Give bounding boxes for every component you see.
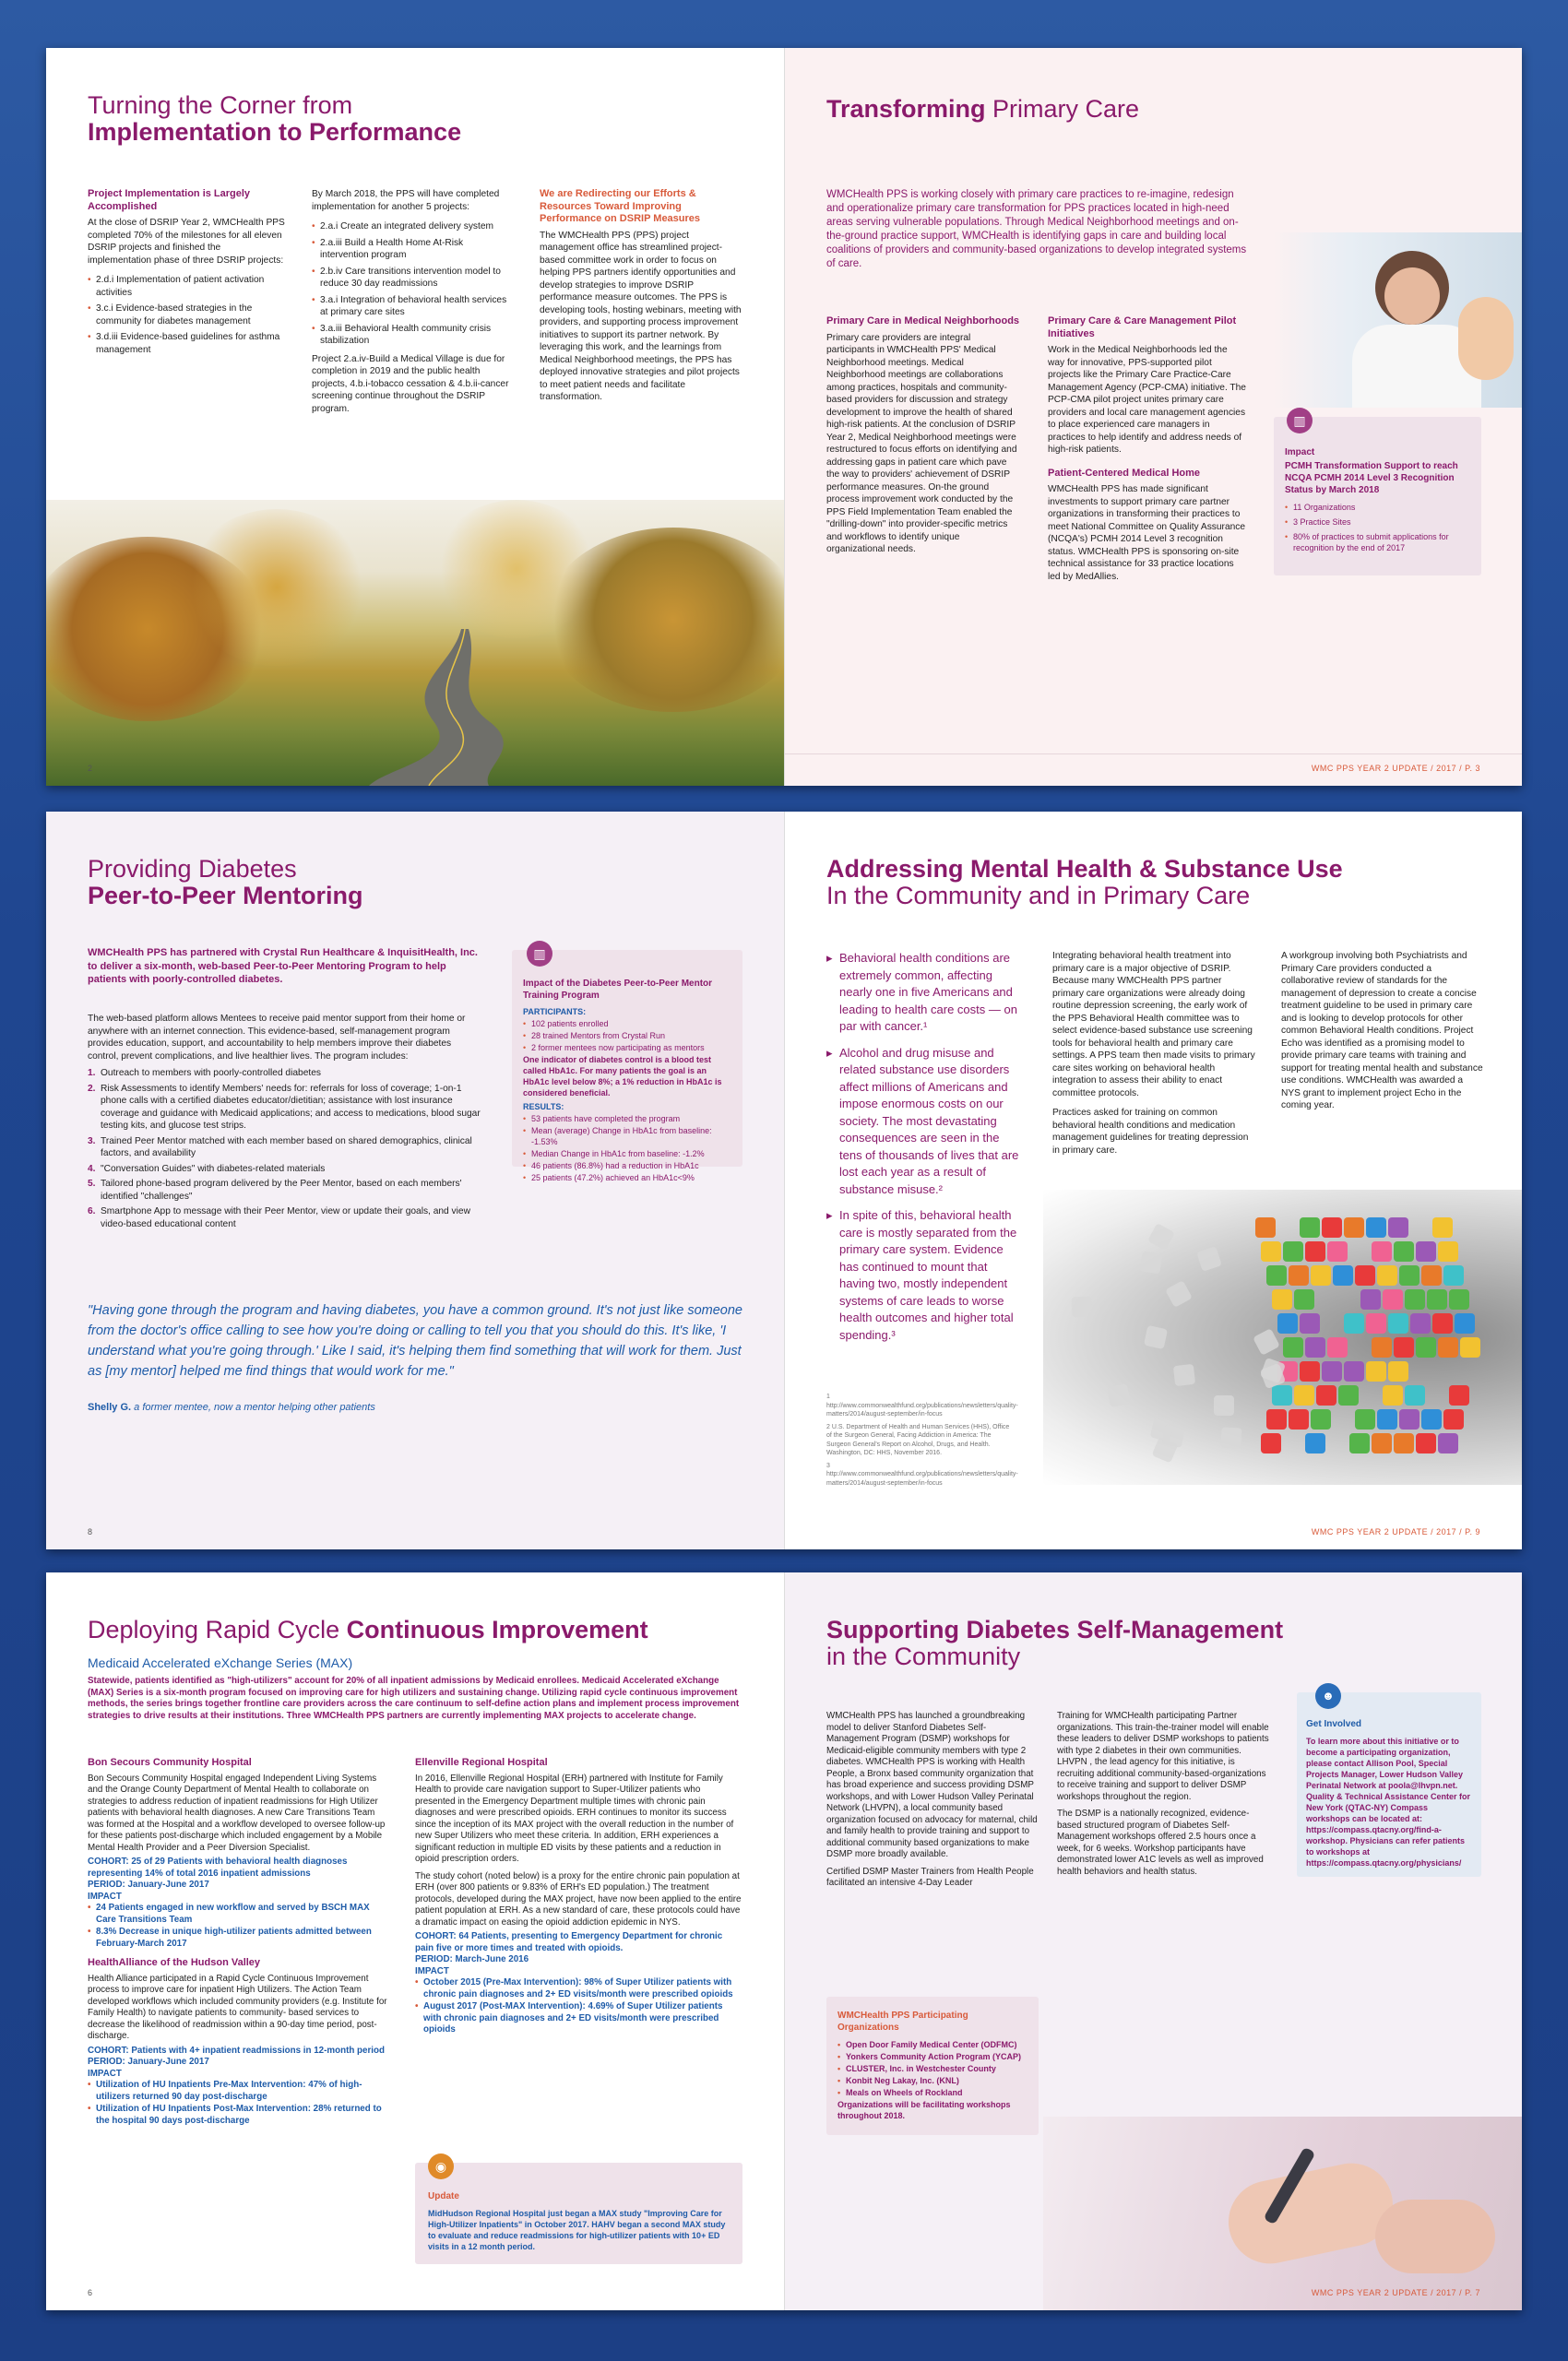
list-item: • 2 former mentees now participating as mentors bbox=[523, 1042, 731, 1053]
puzzle-piece bbox=[1294, 1289, 1314, 1310]
puzzle-piece bbox=[1261, 1433, 1281, 1453]
puzzle-piece bbox=[1372, 1241, 1392, 1262]
section-heading: We are Redirecting our Efforts & Resources Toward Improving Performance on DSRIP Measures bbox=[540, 188, 701, 224]
column-1 bbox=[826, 315, 1020, 556]
paragraph: Certified DSMP Master Trainers from Health People facilitated an intensive 4-Day Leader bbox=[826, 1866, 1034, 1888]
orgs-note: Organizations will be facilitating workshops throughout 2018. bbox=[837, 2100, 1011, 2120]
puzzle-piece bbox=[1107, 1383, 1131, 1407]
puzzle-piece bbox=[1139, 1251, 1162, 1274]
puzzle-piece bbox=[1421, 1409, 1442, 1430]
puzzle-piece bbox=[1383, 1385, 1403, 1406]
page-title bbox=[88, 92, 461, 146]
page-title bbox=[88, 1617, 648, 1643]
puzzle-piece bbox=[1261, 1241, 1281, 1262]
column-2 bbox=[1048, 315, 1246, 583]
quote-name: Shelly G. bbox=[88, 1402, 132, 1413]
title-light: Providing Diabetes bbox=[88, 855, 297, 883]
list-item: • CLUSTER, Inc. in Westchester County bbox=[837, 2063, 1028, 2074]
impact-list bbox=[88, 2080, 387, 2127]
intro-text: WMCHealth PPS is working closely with primary care practices to re-imagine, redesign and operationalize primary care transformation for PPS practices located in high-need areas serving vulnerable populations. Through Medical Neighborhood meetings and on-the-ground practice support, WMCHealth is identifying gaps in care and building local coalitions of providers and community-based organizations to develop integrated systems of care. bbox=[826, 189, 1247, 269]
spread-1 bbox=[46, 48, 1522, 786]
period-text: PERIOD: January-June 2017 bbox=[88, 2057, 209, 2067]
list-item: • 3.c.i Evidence-based strategies in the community for diabetes management bbox=[88, 303, 286, 327]
puzzle-piece bbox=[1372, 1337, 1392, 1358]
page-number: 8 bbox=[88, 1527, 93, 1536]
box-title: Impact of the Diabetes Peer-to-Peer Mentor Training Program bbox=[523, 979, 713, 1001]
section-heading: Patient-Centered Medical Home bbox=[1048, 467, 1201, 479]
list-item: • Open Door Family Medical Center (ODFMC) bbox=[837, 2039, 1028, 2050]
puzzle-piece bbox=[1333, 1265, 1353, 1286]
paragraph: Bon Secours Community Hospital engaged Independent Living Systems and the Orange County Department of Mental Health to collaborate on strategies to address reduction of inpatient readmissions for High Utilizer patients with behavioral health diagnoses. A new Care Transitions Team was formed at the Hospital and a workflow developed to oversee follow-up for these patients post-discharge which included engagement by a Mobile Mental Health Provider and a Peer Diversion Specialist. bbox=[88, 1773, 386, 1853]
impact-box bbox=[1274, 413, 1481, 575]
puzzle-piece bbox=[1377, 1265, 1397, 1286]
puzzle-piece bbox=[1388, 1313, 1408, 1334]
spread-2 bbox=[46, 812, 1522, 1549]
list-item: • 3.d.iii Evidence-based guidelines for asthma management bbox=[88, 331, 286, 356]
footnote: 3 http://www.commonwealthfund.org/publications/newsletters/quality-matters/2014/august-september/in-focus bbox=[826, 1462, 1018, 1487]
doctor-photo bbox=[1274, 232, 1522, 408]
puzzle-piece bbox=[1300, 1313, 1320, 1334]
column-3 bbox=[1281, 950, 1484, 1112]
puzzle-piece bbox=[1449, 1289, 1469, 1310]
list-item: Tailored phone-based program delivered by the Peer Mentor, based on each members' identified "challenges" bbox=[101, 1179, 462, 1202]
puzzle-piece bbox=[1443, 1265, 1464, 1286]
puzzle-piece bbox=[1221, 1427, 1242, 1448]
running-footer: WMC PPS YEAR 2 UPDATE / 2017 / P. 9 bbox=[1311, 1527, 1480, 1536]
page-title bbox=[826, 856, 1343, 909]
section-heading: Ellenville Regional Hospital bbox=[415, 1757, 548, 1768]
puzzle-piece bbox=[1305, 1241, 1325, 1262]
puzzle-piece bbox=[1455, 1313, 1475, 1334]
impact-list bbox=[415, 1977, 742, 2036]
list-item: • Mean (average) Change in HbA1c from baseline: -1.53% bbox=[523, 1125, 731, 1147]
title-bold: Continuous Improvement bbox=[346, 1616, 648, 1643]
puzzle-piece bbox=[1427, 1289, 1447, 1310]
paragraph: Project 2.a.iv-Build a Medical Village is due for completion in 2019 and the public health projects, 4.b.i-tobacco cessation & 4.b.ii-cancer screening continue throughout the DSRIP program. bbox=[312, 353, 509, 414]
impact-label: IMPACT bbox=[88, 2068, 122, 2079]
puzzle-piece bbox=[1165, 1280, 1193, 1308]
intro-text: WMCHealth PPS has partnered with Crystal Run Healthcare & InquisitHealth, Inc. to deliver a six-month, web-based Peer-to-Peer Mentoring Program to help patients with poorly-controlled diabetes. bbox=[88, 947, 478, 985]
puzzle-piece bbox=[1438, 1337, 1458, 1358]
list-item: • 25 patients (47.2%) achieved an HbA1c<9% bbox=[523, 1172, 731, 1183]
puzzle-piece bbox=[1394, 1241, 1414, 1262]
puzzle-piece bbox=[1300, 1361, 1320, 1382]
puzzle-piece bbox=[1416, 1241, 1436, 1262]
cohort-text: COHORT: Patients with 4+ inpatient readmissions in 12-month period bbox=[88, 2045, 385, 2056]
impact-label: IMPACT bbox=[415, 1965, 449, 1976]
paragraph: Practices asked for training on common behavioral health conditions and medication management guidelines for treating depression in primary care. bbox=[1052, 1108, 1249, 1156]
puzzle-piece bbox=[1360, 1289, 1381, 1310]
page-title bbox=[826, 96, 1139, 123]
puzzle-piece bbox=[1416, 1337, 1436, 1358]
puzzle-piece bbox=[1372, 1433, 1392, 1453]
period-text: PERIOD: March-June 2016 bbox=[415, 1954, 529, 1964]
list-item: • 3.a.i Integration of behavioral health services at primary care sites bbox=[312, 294, 510, 319]
page-7 bbox=[784, 1572, 1522, 2310]
page-2 bbox=[46, 48, 784, 786]
puzzle-piece bbox=[1305, 1337, 1325, 1358]
list-item: • Konbit Neg Lakay, Inc. (KNL) bbox=[837, 2075, 1028, 2086]
puzzle-piece bbox=[1344, 1313, 1364, 1334]
program-body bbox=[88, 1013, 484, 1233]
list-item: • Utilization of HU Inpatients Post-Max Intervention: 28% returned to the hospital 90 days post-discharge bbox=[88, 2104, 387, 2127]
intro-text: Statewide, patients identified as "high-utilizers" account for 20% of all inpatient admissions by Medicaid enrollees. Medicaid Accelerated eXchange (MAX) Series is a six-month program focused on improving care for high utilizers and sustaining change. Utilizing rapid cycle continuous improvement methods, the series brings together frontline care providers across the care continuum to self-define action plans and implement process improvement strategies to drive results at their institutions. Three WMCHealth PPS partners are currently implementing MAX projects to accelerate change. bbox=[88, 1676, 740, 1721]
column-2 bbox=[1052, 950, 1255, 1157]
paragraph: At the close of DSRIP Year 2, WMCHealth PPS completed 70% of the milestones for all eleven DSRIP projects and finished the implementation phase of three DSRIP projects: bbox=[88, 218, 285, 266]
column-2 bbox=[312, 188, 510, 415]
puzzle-piece bbox=[1147, 1223, 1175, 1251]
results-list bbox=[523, 1113, 731, 1183]
footnote: 2 U.S. Department of Health and Human Services (HHS), Office of the Surgeon General, Facing Addiction in America: The Surgeon General's Report on Alcohol, Drugs, and Health. Washington, DC: HHS, November 2016. bbox=[826, 1423, 1010, 1456]
column-3 bbox=[540, 188, 742, 404]
puzzle-piece bbox=[1144, 1325, 1168, 1349]
puzzle-piece bbox=[1349, 1433, 1370, 1453]
participating-orgs-box bbox=[826, 1997, 1039, 2135]
puzzle-piece bbox=[1399, 1409, 1420, 1430]
list-item: • October 2015 (Pre-Max Intervention): 98% of Super Utilizer patients with chronic pain diagnoses and 2+ ED visits/month were prescribed opioids bbox=[415, 1977, 742, 2000]
chart-icon: ▥ bbox=[527, 941, 552, 967]
paragraph: By March 2018, the PPS will have completed implementation for another 5 projects: bbox=[312, 189, 500, 212]
key-facts-list bbox=[826, 950, 1025, 1353]
impact-list bbox=[1285, 502, 1470, 553]
list-item: • 2.a.i Create an integrated delivery system bbox=[312, 220, 510, 233]
participants-label: PARTICIPANTS: bbox=[523, 1007, 587, 1016]
list-item: Trained Peer Mentor matched with each member based on shared demographics, clinical factors, and availability bbox=[101, 1135, 472, 1158]
paragraph: The web-based platform allows Mentees to receive paid mentor support from their home or anywhere with an internet connection. This evidence-based, self-management program provides education, support, and accountability to help members improve their diabetes control, prevent complications, and live healthier lives. The program includes: bbox=[88, 1014, 466, 1062]
list-item: Outreach to members with poorly-controlled diabetes bbox=[101, 1068, 321, 1078]
puzzle-piece bbox=[1394, 1337, 1414, 1358]
footnotes bbox=[826, 1393, 1018, 1488]
puzzle-piece bbox=[1289, 1265, 1309, 1286]
orgs-title: WMCHealth PPS Participating Organizations bbox=[837, 2011, 968, 2033]
puzzle-piece bbox=[1327, 1337, 1348, 1358]
impact-label: IMPACT bbox=[88, 1891, 122, 1902]
section-heading: Primary Care & Care Management Pilot Initiatives bbox=[1048, 315, 1237, 339]
puzzle-piece bbox=[1300, 1217, 1320, 1238]
list-item: • Yonkers Community Action Program (YCAP) bbox=[837, 2051, 1028, 2062]
title-bold: Peer-to-Peer Mentoring bbox=[88, 882, 363, 909]
puzzle-piece bbox=[1272, 1385, 1292, 1406]
puzzle-piece bbox=[1410, 1313, 1431, 1334]
puzzle-piece bbox=[1311, 1265, 1331, 1286]
people-icon: ☻ bbox=[1315, 1683, 1341, 1709]
project-list bbox=[312, 220, 510, 348]
title-light: in the Community bbox=[826, 1643, 1021, 1670]
list-item: • 46 patients (86.8%) had a reduction in HbA1c bbox=[523, 1160, 731, 1171]
column-1 bbox=[88, 1757, 387, 2128]
puzzle-piece bbox=[1421, 1265, 1442, 1286]
page-number: 6 bbox=[88, 2288, 93, 2297]
section-heading: Primary Care in Medical Neighborhoods bbox=[826, 315, 1020, 326]
puzzle-piece bbox=[1366, 1217, 1386, 1238]
puzzle-piece bbox=[1388, 1217, 1408, 1238]
running-footer: WMC PPS YEAR 2 UPDATE / 2017 / P. 7 bbox=[1311, 2288, 1480, 2297]
running-footer: WMC PPS YEAR 2 UPDATE / 2017 / P. 3 bbox=[1311, 764, 1480, 773]
puzzle-piece bbox=[1438, 1241, 1458, 1262]
puzzle-piece bbox=[1416, 1433, 1436, 1453]
list-item: • Meals on Wheels of Rockland bbox=[837, 2087, 1028, 2098]
puzzle-piece bbox=[1344, 1361, 1364, 1382]
title-bold: Implementation to Performance bbox=[88, 118, 462, 146]
puzzle-piece bbox=[1322, 1217, 1342, 1238]
puzzle-piece bbox=[1283, 1241, 1303, 1262]
list-item: • 2.a.iii Build a Health Home At-Risk intervention program bbox=[312, 237, 510, 262]
road-graphic bbox=[350, 629, 572, 786]
glucose-test-photo bbox=[1043, 2117, 1522, 2310]
puzzle-piece bbox=[1460, 1337, 1480, 1358]
puzzle-piece bbox=[1438, 1433, 1458, 1453]
paragraph: The DSMP is a nationally recognized, evidence-based structured program of Diabetes Self-Management workshops offered 2.5 hours once a week, for 6 weeks. Workshop participants have demonstrated lower A1C levels as well as improved health behaviors and health status. bbox=[1057, 1809, 1264, 1877]
puzzle-head-illustration bbox=[1043, 1190, 1522, 1485]
puzzle-piece bbox=[1305, 1433, 1325, 1453]
get-involved-box bbox=[1297, 1689, 1481, 1877]
paragraph: The WMCHealth PPS (PPS) project management office has streamlined project-based committee work in order to focus on helping PPS partners identify opportunities and develop strategies to improve DSRIP performance measure outcomes. The PPS is developing tools, hosting webinars, meeting with providers, and supporting process improvement initiatives to support its partner network. By leveraging this work, and the learnings from Medical Neighborhood meetings, the PPS has deployed innovative strategies and pilot projects to meet patient needs and facilitate transformation. bbox=[540, 230, 742, 402]
list-item: • 3 Practice Sites bbox=[1285, 516, 1470, 528]
puzzle-piece bbox=[1277, 1313, 1298, 1334]
puzzle-piece bbox=[1355, 1265, 1375, 1286]
paragraph: Training for WMCHealth participating Partner organizations. This train-the-trainer model will enable these leaders to deliver DSMP workshops to patients with type 2 diabetes in their own communities. LHVPN , the lead agency for this initiative, is recruiting additional community-based-organizations to receive training and support to deliver DSMP workshops throughout the region. bbox=[1057, 1711, 1269, 1802]
puzzle-piece bbox=[1283, 1337, 1303, 1358]
get-involved-label: Get Involved bbox=[1306, 1719, 1362, 1729]
list-item: • Utilization of HU Inpatients Pre-Max Intervention: 47% of high-utilizers returned 90 day post-discharge bbox=[88, 2080, 387, 2103]
list-item: ▸ In spite of this, behavioral health care is mostly separated from the primary care system. Evidence has continued to mount that having two, mostly independent systems of care leads to worse health outcomes and higher total spending.³ bbox=[826, 1207, 1025, 1344]
list-item: ▸ Behavioral health conditions are extremely common, affecting nearly one in five Americans and leading to health care costs — on par with cancer.¹ bbox=[826, 950, 1025, 1036]
page-number: 2 bbox=[88, 764, 93, 773]
chart-icon: ▥ bbox=[1287, 408, 1313, 433]
list-item: Smartphone App to message with their Peer Mentor, view or update their goals, and view video-based educational content bbox=[101, 1206, 470, 1229]
puzzle-piece bbox=[1322, 1361, 1342, 1382]
results-label: RESULTS: bbox=[523, 1102, 564, 1111]
subtitle: Medicaid Accelerated eXchange Series (MAX) bbox=[88, 1655, 353, 1670]
page-9 bbox=[784, 812, 1522, 1549]
puzzle-piece bbox=[1255, 1217, 1276, 1238]
puzzle-piece bbox=[1253, 1328, 1280, 1356]
title-light: In the Community and in Primary Care bbox=[826, 882, 1251, 909]
column-2 bbox=[1057, 1711, 1274, 1878]
paragraph: Work in the Medical Neighborhoods led the way for innovative, PPS-supported pilot projects like the Primary Care Practice-Care Management Agency (PCP-CMA) initiative. The PCP-CMA pilot project unites primary care providers and local care management agencies to place experienced care managers in practices to help identify and address needs of high-risk patients. bbox=[1048, 345, 1246, 455]
puzzle-piece bbox=[1266, 1409, 1287, 1430]
column-1 bbox=[88, 188, 286, 360]
quote-role: a former mentee, now a mentor helping other patients bbox=[134, 1402, 375, 1413]
forest-road-photo bbox=[46, 500, 784, 786]
list-item: • 3.a.iii Behavioral Health community crisis stabilization bbox=[312, 323, 510, 348]
puzzle-piece bbox=[1149, 1418, 1173, 1442]
impact-box bbox=[512, 946, 742, 1182]
puzzle-piece bbox=[1399, 1265, 1420, 1286]
cohort-text: COHORT: 25 of 29 Patients with behavioral health diagnoses representing 14% of total 2016 inpatient admissions bbox=[88, 1857, 348, 1879]
list-item: • 102 patients enrolled bbox=[523, 1018, 731, 1029]
puzzle-piece bbox=[1338, 1385, 1359, 1406]
get-involved-text: To learn more about this initiative or to become a participating organization, please contact Allison Pool, Special Projects Manager, Lower Hudson Valley Perinatal Network at poola@lhvpn.net. Quality & Technical Assistance Center for New York (QTAC-NY) Compass workshops can be located at: https://compass.qtacny.org/find-a-workshop. Physicians can refer patients to workshops at https://compass.qtacny.org/physicians/ bbox=[1306, 1737, 1471, 1868]
column-2 bbox=[415, 1757, 742, 2037]
participants-list bbox=[523, 1018, 731, 1053]
list-item: • 24 Patients engaged in new workflow and served by BSCH MAX Care Transitions Team bbox=[88, 1903, 387, 1926]
title-bold: Addressing Mental Health & Substance Use bbox=[826, 855, 1343, 883]
list-item: ▸ Alcohol and drug misuse and related substance use disorders affect millions of Americans and impose enormous costs on our society. The most devastating consequences are seen in the tens of thousands of lives that are lost each year as a result of substance misuse.² bbox=[826, 1045, 1025, 1199]
page-3 bbox=[784, 48, 1522, 786]
list-item: • 2.b.iv Care transitions intervention model to reduce 30 day readmissions bbox=[312, 266, 510, 291]
puzzle-piece bbox=[1266, 1265, 1287, 1286]
list-item: "Conversation Guides" with diabetes-related materials bbox=[101, 1163, 326, 1174]
puzzle-piece bbox=[1344, 1217, 1364, 1238]
puzzle-piece bbox=[1294, 1385, 1314, 1406]
paragraph: In 2016, Ellenville Regional Hospital (ERH) partnered with Institute for Family Health to provide care navigation support to Super-Utilizer patients who presented in the Emergency Department multiple times with chronic pain diagnoses and were prescribed opioids. ERH continues to monitor its success since the inception of its MAX project with the overall reduction in the number of new Super Utilizers who meet these criteria. In addition, ERH experiences a significant reduction in multiple ED visits by these patients and a reduction in opioid prescription orders. bbox=[415, 1773, 734, 1864]
update-label: Update bbox=[428, 2191, 459, 2201]
puzzle-piece bbox=[1289, 1409, 1309, 1430]
section-heading: HealthAlliance of the Hudson Valley bbox=[88, 1957, 261, 1968]
orgs-list bbox=[837, 2039, 1028, 2098]
puzzle-piece bbox=[1432, 1217, 1453, 1238]
paragraph: WMCHealth PPS has made significant investments to support primary care partner organizations in transforming their practices to meet National Committee on Quality Assurance (NCQA's) PCMH 2014 Level 3 recognition status. WMCHealth PPS is sponsoring on-site technical assistance for 33 practice locations led by MedAllies. bbox=[1048, 484, 1246, 582]
puzzle-piece bbox=[1214, 1395, 1234, 1416]
cohort-text: COHORT: 64 Patients, presenting to Emergency Department for chronic pain five or more times and treated with opioids. bbox=[415, 1931, 723, 1953]
page-8 bbox=[46, 812, 784, 1549]
title-bold: Transforming bbox=[826, 95, 986, 123]
title-bold: Supporting Diabetes Self-Management bbox=[826, 1616, 1284, 1643]
puzzle-piece bbox=[1272, 1289, 1292, 1310]
puzzle-piece bbox=[1355, 1409, 1375, 1430]
paragraph: Primary care providers are integral participants in WMCHealth PPS' Medical Neighborhood meetings. Medical Neighborhood meetings are collaborations among practices, hospitals and community-based providers for discussion and strategy development to improve the health of shared high-risk patients. At the conclusion of DSRIP Year 2, Medical Neighborhood meetings were restructured to focus efforts on identifying and addressing gaps in patient care which pave the way to providers' achievement of DSRIP performance measures. On-the ground process improvement work conducted by the PPS Field Implementation Team enabled the "drilling-down" into provider-specific metrics and workflows to identify unique organizational needs. bbox=[826, 332, 1017, 554]
program-list bbox=[88, 1067, 484, 1230]
paragraph: The study cohort (noted below) is a proxy for the entire chronic pain population at ERH (over 800 patients or 9.83% of ERH's ED population.) The treatment protocols, developed during the MAX project, have now been applied to the entire patient population at ERH. As a new standard of care, these protocols could have a dramatic impact on easing the opioid addiction epidemic in NYS. bbox=[415, 1870, 742, 1928]
list-item: Risk Assessments to identify Members' needs for: referrals for loss of coverage; 1-on-1 phone calls with a certified diabetes educator/dietitian; assistance with lost insurance coverage and guidance with Medicaid applications; and access to medications, blood sugar testing kits, and glucose test strips. bbox=[101, 1083, 481, 1131]
paragraph: Health Alliance participated in a Rapid Cycle Continuous Improvement process to improve care for inpatient High Utilizers. The Action Team developed workflows which included community providers (e.g. Institute for Family Health) to navigate patients to community- based services to decrease the likelihood of readmission within a 90-day time period, post-discharge. bbox=[88, 1973, 387, 2041]
puzzle-piece bbox=[1311, 1409, 1331, 1430]
impact-list bbox=[88, 1903, 387, 1950]
list-item: • 80% of practices to submit applications for recognition by the end of 2017 bbox=[1285, 531, 1470, 553]
title-light: Turning the Corner from bbox=[88, 91, 353, 119]
title-light: Deploying Rapid Cycle bbox=[88, 1616, 340, 1643]
period-text: PERIOD: January-June 2017 bbox=[88, 1880, 209, 1890]
list-item: • August 2017 (Post-MAX Intervention): 4.69% of Super Utilizer patients with chronic pain diagnoses and 2+ ED visits/month were prescribed opioids bbox=[415, 2001, 742, 2036]
puzzle-piece bbox=[1405, 1289, 1425, 1310]
puzzle-piece bbox=[1327, 1241, 1348, 1262]
quote-attribution bbox=[88, 1402, 375, 1413]
puzzle-piece bbox=[1072, 1297, 1093, 1318]
puzzle-piece bbox=[1443, 1409, 1464, 1430]
project-list bbox=[88, 274, 286, 356]
update-box bbox=[415, 2159, 742, 2264]
list-item: • 28 trained Mentors from Crystal Run bbox=[523, 1030, 731, 1041]
column-1 bbox=[826, 1711, 1039, 1890]
puzzle-piece bbox=[1449, 1385, 1469, 1406]
divider bbox=[785, 753, 1522, 754]
section-heading: Project Implementation is Largely Accomplished bbox=[88, 188, 251, 212]
puzzle-piece bbox=[1173, 1363, 1195, 1385]
impact-label: Impact bbox=[1285, 447, 1315, 457]
puzzle-piece bbox=[1432, 1313, 1453, 1334]
paragraph: WMCHealth PPS has launched a groundbreaking model to deliver Stanford Diabetes Self-Management Program (DSMP) workshops for Medicaid-eligible community members with type 2 diabetes. WMCHealth PPS is working with Health People, a Bronx based community organization that has broad experience and success providing DSMP workshops, and with Lower Hudson Valley Perinatal Network (LHVPN), a local community based organization focused on advocacy for maternal, child and family health to provide training and support to additional community based organizations to make DSMP more broadly available. bbox=[826, 1711, 1038, 1859]
section-heading: Bon Secours Community Hospital bbox=[88, 1757, 252, 1768]
puzzle-piece bbox=[1394, 1433, 1414, 1453]
impact-title: PCMH Transformation Support to reach NCQA PCMH 2014 Level 3 Recognition Status by March 2018 bbox=[1285, 461, 1458, 495]
title-light: Primary Care bbox=[992, 95, 1140, 123]
spread-3 bbox=[46, 1572, 1522, 2310]
footnote: 1 http://www.commonwealthfund.org/publications/newsletters/quality-matters/2014/august-september/in-focus bbox=[826, 1394, 1018, 1418]
box-note: One indicator of diabetes control is a blood test called HbA1c. For many patients the goal is an HbA1c level below 8%; a 1% reduction in HbA1c is considered beneficial. bbox=[523, 1055, 722, 1097]
puzzle-piece bbox=[1405, 1385, 1425, 1406]
list-item: • 53 patients have completed the program bbox=[523, 1113, 731, 1124]
page-6 bbox=[46, 1572, 784, 2310]
page-title bbox=[826, 1617, 1283, 1670]
puzzle-piece bbox=[1196, 1246, 1222, 1272]
list-item: • Median Change in HbA1c from baseline: -1.2% bbox=[523, 1148, 731, 1159]
testimonial-quote: "Having gone through the program and having diabetes, you have a common ground. It's not just like someone from the doctor's office calling to see how you're doing or calling to tell you that you should do this. It's like, 'I understand what you're going through.' Like I said, it's helping them find something that will work for them. Just as [my mentor] helped me find things that would work for me." bbox=[88, 1303, 742, 1379]
list-item: • 8.3% Decrease in unique high-utilizer patients admitted between February-March 2017 bbox=[88, 1927, 387, 1950]
broadcast-icon: ◉ bbox=[428, 2153, 454, 2179]
puzzle-piece bbox=[1383, 1289, 1403, 1310]
list-item: • 2.d.i Implementation of patient activation activities bbox=[88, 274, 286, 299]
puzzle-piece bbox=[1366, 1313, 1386, 1334]
paragraph: A workgroup involving both Psychiatrists and Primary Care providers conducted a collaborative review of standards for the management of depression to create a concise treatment guideline to be used in primary care and is looking to develop protocols for other common Behavioral Health conditions. Project Echo was identified as a promising model to provide primary care teams with training and support for treating mental health and substance use conditions. WMCHealth was awarded a NYS grant to implement project Echo in the coming year. bbox=[1281, 951, 1483, 1110]
puzzle-piece bbox=[1377, 1409, 1397, 1430]
update-text: MidHudson Regional Hospital just began a MAX study "Improving Care for High-Utilizer Inpatients" in October 2017. HAHV began a second MAX study to evaluate and reduce readmissions for high-utilizer patients with 10+ ED visits in a 12 month period. bbox=[428, 2209, 726, 2251]
list-item: • 11 Organizations bbox=[1285, 502, 1470, 513]
paragraph: Integrating behavioral health treatment into primary care is a major objective of DSRIP. Because many WMCHealth PPS partner primary care organizations were already doing routine depression screening, the early work of the PPS Behavioral Health committee was to select evidence-based substance use screening tools for behavioral health and primary care settings. A PPS team then made visits to primary care sites working on behavioral health integration to assess their ability to enact committee protocols. bbox=[1052, 951, 1255, 1098]
puzzle-piece bbox=[1388, 1361, 1408, 1382]
puzzle-piece bbox=[1316, 1385, 1336, 1406]
page-title bbox=[88, 856, 363, 909]
puzzle-piece bbox=[1366, 1361, 1386, 1382]
